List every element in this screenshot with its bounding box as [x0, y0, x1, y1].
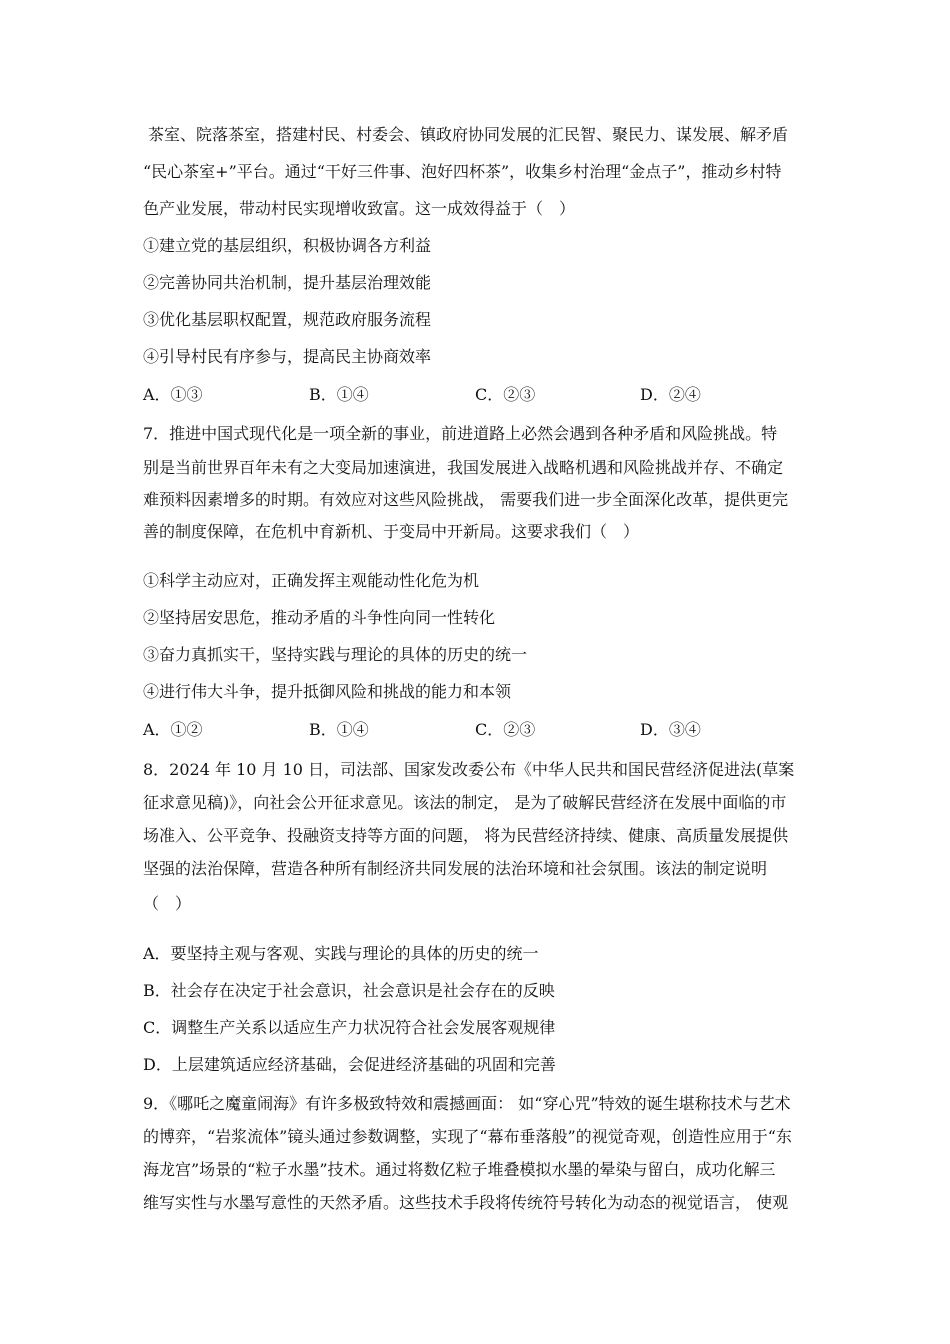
q6-option-a[interactable]: A．①③	[143, 385, 203, 404]
q8-option-a[interactable]: A．要坚持主观与客观、实践与理论的具体的历史的统一	[143, 944, 539, 963]
q8-stem-line: 8．2024 年 10 月 10 日，司法部、国家发改委公布《中华人民共和国民营经济促进法(草案	[143, 760, 795, 779]
q6-stem-line: 茶室、院落茶室，搭建村民、村委会、镇政府协同发展的汇民智、聚民力、谋发展、解矛盾	[148, 125, 789, 144]
q7-statement: ③奋力真抓实干，坚持实践与理论的具体的历史的统一	[143, 645, 528, 664]
q9-stem-line: 海龙宫”场景的“粒子水墨”技术。通过将数亿粒子堆叠模拟水墨的晕染与留白，成功化解三	[143, 1160, 776, 1179]
q8-stem-line: （ ）	[143, 894, 192, 913]
q6-statement: ①建立党的基层组织，积极协调各方利益	[143, 236, 432, 255]
q7-statement: ①科学主动应对，正确发挥主观能动性化危为机	[143, 571, 480, 590]
q8-option-b[interactable]: B．社会存在决定于社会意识，社会意识是社会存在的反映	[143, 981, 555, 1000]
q8-option-d[interactable]: D．上层建筑适应经济基础，会促进经济基础的巩固和完善	[143, 1055, 556, 1074]
q6-statement: ③优化基层职权配置，规范政府服务流程	[143, 310, 432, 329]
q9-stem-line: 维写实性与水墨写意性的天然矛盾。这些技术手段将传统符号转化为动态的视觉语言， 使观	[143, 1193, 789, 1212]
q7-stem-line: 别是当前世界百年未有之大变局加速演进，我国发展进入战略机遇和风险挑战并存、不确定	[143, 458, 784, 477]
q6-statement: ②完善协同共治机制，提升基层治理效能	[143, 273, 432, 292]
q7-option-c[interactable]: C．②③	[475, 720, 536, 739]
q9-stem-line: 的博弈，“岩浆流体”镜头通过参数调整，实现了“幕布垂落般”的视觉奇观，创造性应用于“东	[143, 1127, 792, 1146]
q7-stem-line: 善的制度保障，在危机中育新机、于变局中开新局。这要求我们（ ）	[143, 522, 640, 541]
q6-stem-line: 色产业发展，带动村民实现增收致富。这一成效得益于（ ）	[143, 199, 576, 218]
q7-option-d[interactable]: D．③④	[640, 720, 701, 739]
q8-stem-line: 场准入、公平竞争、投融资支持等方面的问题， 将为民营经济持续、健康、高质量发展提供	[143, 826, 789, 845]
q7-stem-line: 7．推进中国式现代化是一项全新的事业，前进道路上必然会遇到各种矛盾和风险挑战。特	[143, 424, 778, 443]
q7-option-b[interactable]: B．①④	[309, 720, 369, 739]
q7-statement: ②坚持居安思危，推动矛盾的斗争性向同一性转化	[143, 608, 496, 627]
q8-stem-line: 坚强的法治保障，营造各种所有制经济共同发展的法治环境和社会氛围。该法的制定说明	[143, 859, 768, 878]
q9-stem-line: 9．《哪吒之魔童闹海》有许多极致特效和震撼画面： 如“穿心咒”特效的诞生堪称技术与艺术	[143, 1094, 791, 1113]
q6-option-b[interactable]: B．①④	[309, 385, 369, 404]
q6-option-c[interactable]: C．②③	[475, 385, 536, 404]
q7-option-a[interactable]: A．①②	[143, 720, 203, 739]
q7-stem-line: 难预料因素增多的时期。有效应对这些风险挑战， 需要我们进一步全面深化改革，提供更完	[143, 490, 789, 509]
q6-stem-line: “民心茶室+”平台。通过“干好三件事、泡好四杯茶”，收集乡村治理“金点子”，推动乡村特	[143, 162, 782, 181]
q8-stem-line: 征求意见稿)》，向社会公开征求意见。该法的制定， 是为了破解民营经济在发展中面临的市	[143, 793, 787, 812]
q6-statement: ④引导村民有序参与，提高民主协商效率	[143, 347, 432, 366]
q8-option-c[interactable]: C．调整生产关系以适应生产力状况符合社会发展客观规律	[143, 1018, 556, 1037]
q7-statement: ④进行伟大斗争，提升抵御风险和挑战的能力和本领	[143, 682, 512, 701]
q6-option-d[interactable]: D．②④	[640, 385, 701, 404]
